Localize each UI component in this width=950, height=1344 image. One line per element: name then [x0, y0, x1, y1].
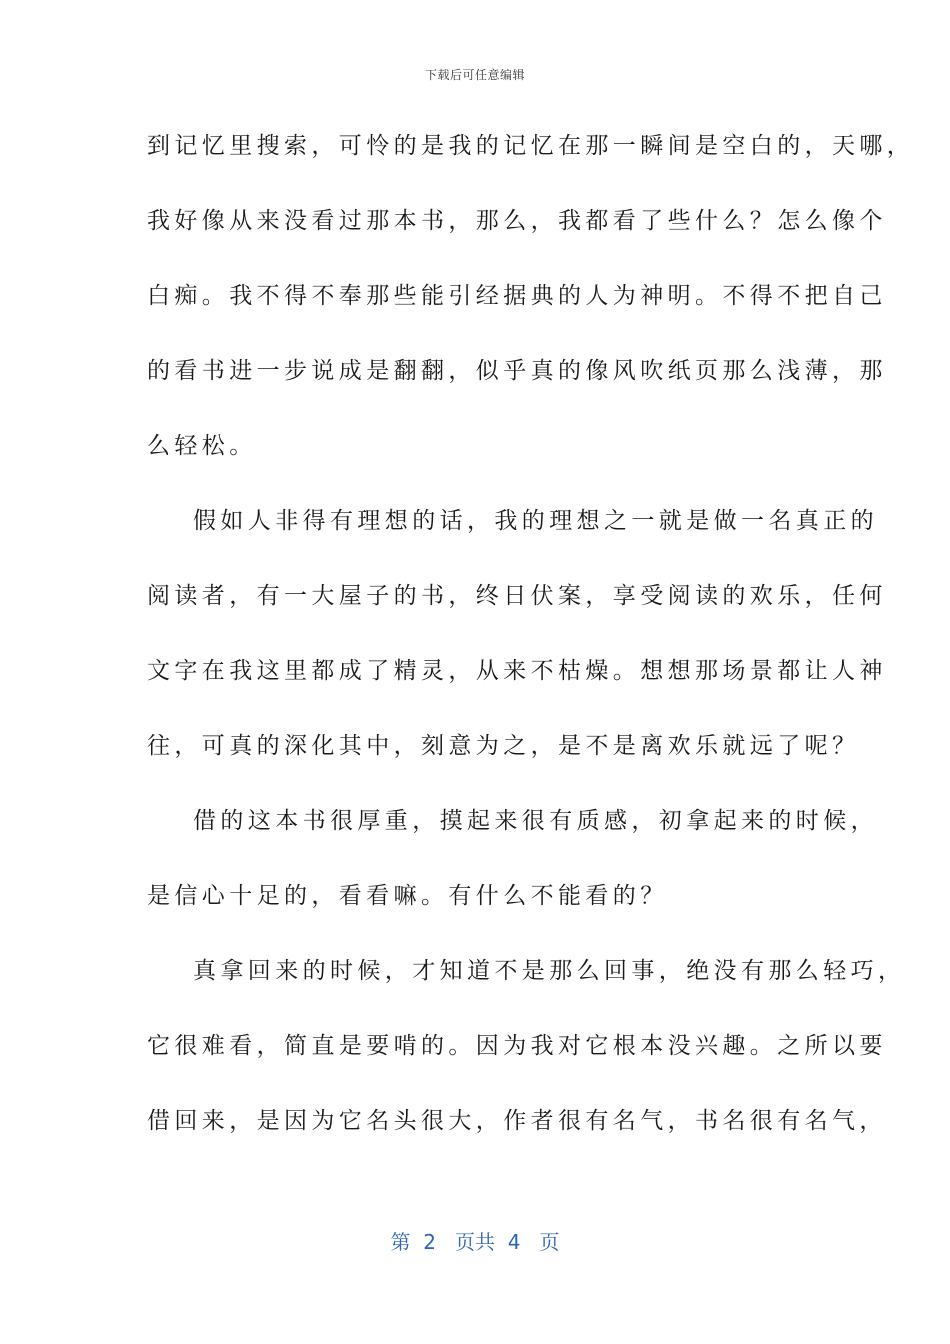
paragraph-start-line: 假如人非得有理想的话，我的理想之一就是做一名真正的 [193, 508, 878, 534]
text-line: 的看书进一步说成是翻翻，似乎真的像风吹纸页那么浅薄，那 [147, 358, 887, 384]
document-body [147, 124, 915, 1174]
text-line: 我好像从来没看过那本书，那么，我都看了些什么？怎么像个 [147, 208, 887, 234]
text-line: 往，可真的深化其中，刻意为之，是不是离欢乐就远了呢？ [147, 733, 860, 759]
text-line: 到记忆里搜索，可怜的是我的记忆在那一瞬间是空白的，天哪， [147, 133, 915, 159]
text-line: 借回来，是因为它名头很大，作者很有名气，书名很有名气， [147, 1108, 887, 1134]
text-line: 它很难看，简直是要啃的。因为我对它根本没兴趣。之所以要 [147, 1033, 887, 1059]
text-line: 阅读者，有一大屋子的书，终日伏案，享受阅读的欢乐，任何 [147, 583, 887, 609]
header-note: 下载后可任意编辑 [424, 68, 525, 82]
page-footer: 第 2 页共 4 页 [390, 1230, 560, 1254]
text-line: 文字在我这里都成了精灵，从来不枯燥。想想那场景都让人神 [147, 658, 887, 684]
text-line: 是信心十足的，看看嘛。有什么不能看的？ [147, 883, 668, 909]
paragraph-start-line: 借的这本书很厚重，摸起来很有质感，初拿起来的时候， [193, 808, 878, 834]
text-line: 么轻松。 [147, 433, 257, 459]
paragraph-start-line: 真拿回来的时候，才知道不是那么回事，绝没有那么轻巧， [193, 958, 906, 984]
text-line: 白痴。我不得不奉那些能引经据典的人为神明。不得不把自己 [147, 283, 887, 309]
